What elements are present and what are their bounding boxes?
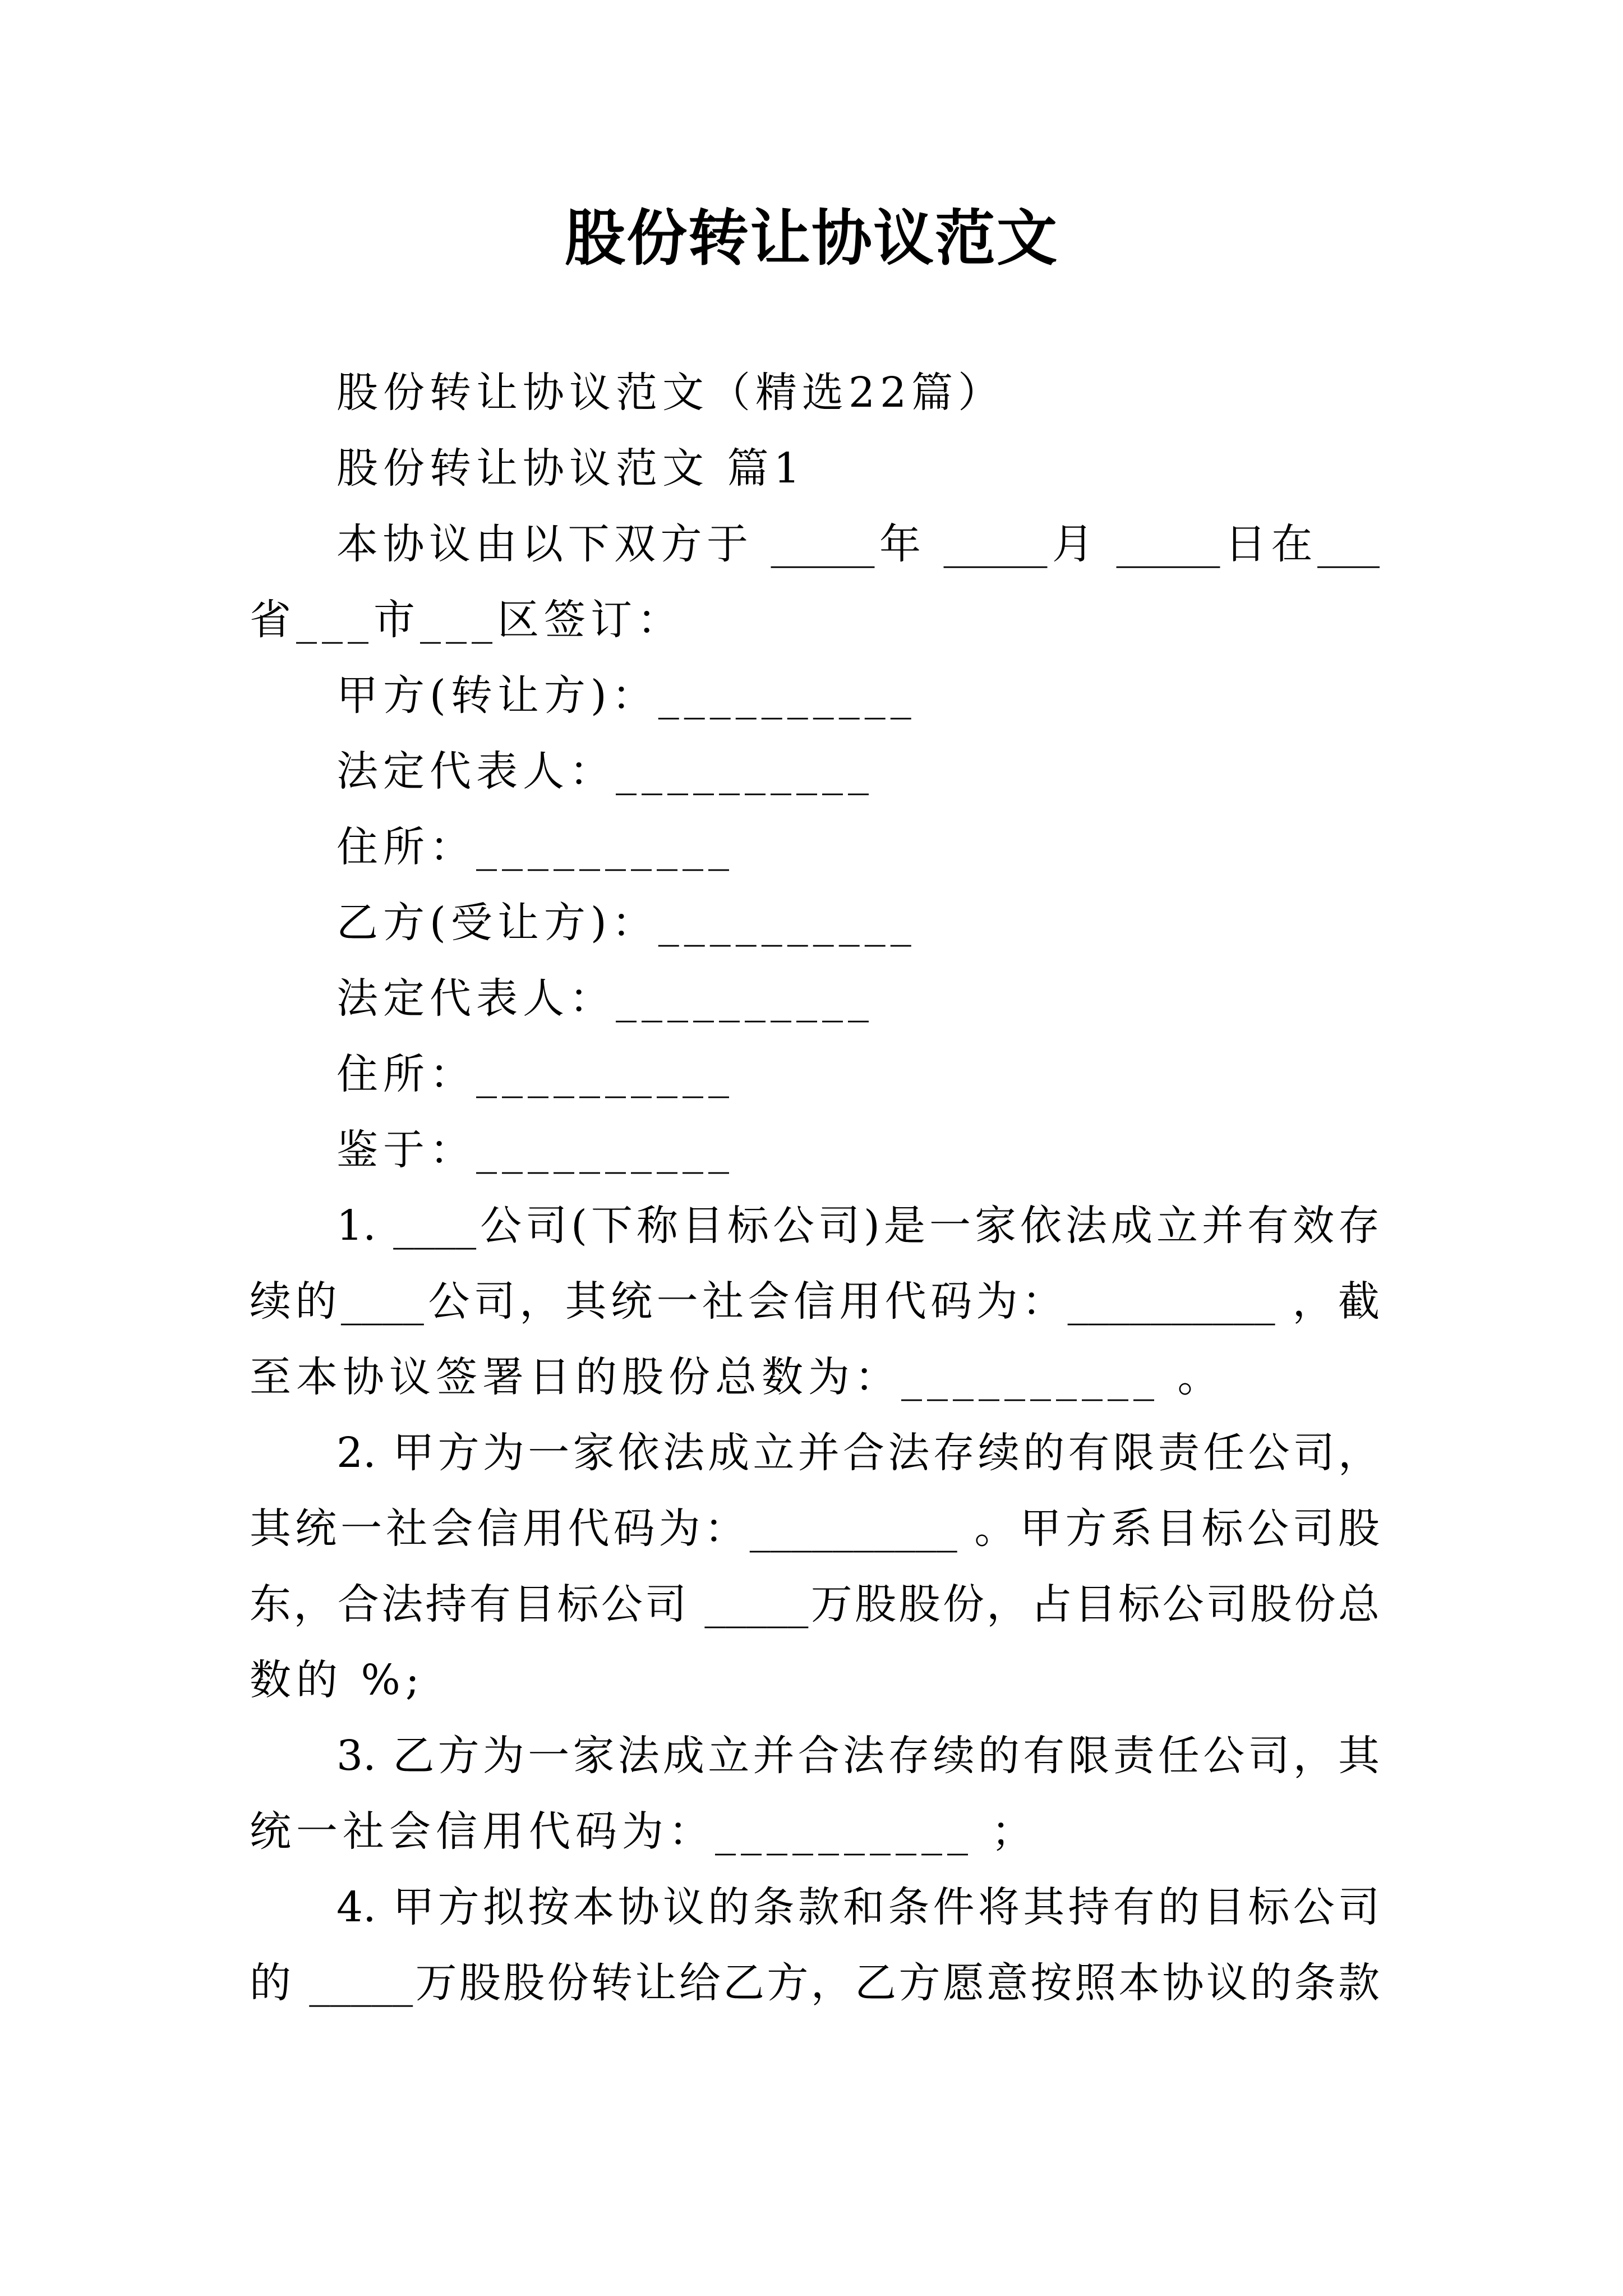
clause-2-line: 东，合法持有目标公司 _____万股股份，占目标公司股份总 bbox=[250, 1580, 1380, 1628]
party-b-representative-line: 法定代表人：__________ bbox=[336, 974, 874, 1023]
party-a-name-line: 甲方(转让方)：__________ bbox=[336, 671, 916, 720]
clause-1-line: 续的____公司，其统一社会信用代码为：__________ ，截 bbox=[250, 1277, 1380, 1326]
clause-2-line: 2. 甲方为一家依法成立并合法存续的有限责任公司， bbox=[336, 1429, 1380, 1477]
whereas-line: 鉴于：__________ bbox=[336, 1126, 734, 1174]
clause-3-line: 3. 乙方为一家法成立并合法存续的有限责任公司，其 bbox=[336, 1732, 1380, 1780]
clause-4-line: 的 _____万股股份转让给乙方，乙方愿意按照本协议的条款 bbox=[250, 1959, 1380, 2007]
party-b-address-line: 住所：__________ bbox=[336, 1050, 734, 1098]
clause-2-line: 数的 %; bbox=[250, 1656, 425, 1704]
party-b-name-line: 乙方(受让方)：__________ bbox=[336, 899, 916, 947]
body-line: 本协议由以下双方于 _____年 _____月 _____日在___ bbox=[336, 520, 1380, 568]
clause-2-line: 其统一社会信用代码为：__________ 。甲方系目标公司股 bbox=[250, 1504, 1380, 1553]
clause-4-line: 4. 甲方拟按本协议的条款和条件将其持有的目标公司 bbox=[336, 1883, 1380, 1931]
section-heading: 股份转让协议范文 篇1 bbox=[336, 444, 805, 493]
clause-1-line: 至本协议签署日的股份总数为：__________ 。 bbox=[250, 1353, 1224, 1401]
party-a-representative-line: 法定代表人：__________ bbox=[336, 747, 874, 795]
clause-1-line: 1. ____公司(下称目标公司)是一家依法成立并有效存 bbox=[336, 1202, 1380, 1250]
clause-3-line: 统一社会信用代码为：__________ ； bbox=[250, 1807, 1038, 1856]
document-title: 股份转让协议范文 bbox=[564, 203, 1058, 274]
party-a-address-line: 住所：__________ bbox=[336, 823, 734, 871]
body-line: 省___市___区签订： bbox=[250, 596, 684, 644]
subtitle-line: 股份转让协议范文（精选22篇） bbox=[336, 369, 1005, 417]
